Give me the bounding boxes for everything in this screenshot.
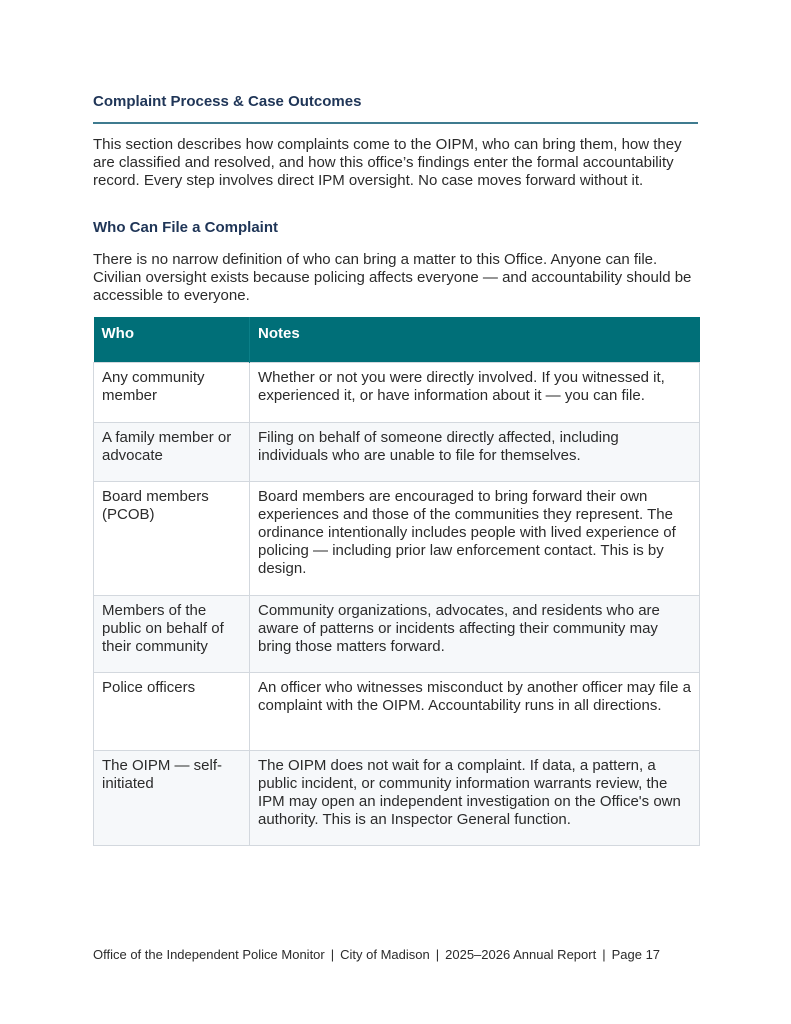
footer-separator: | bbox=[435, 947, 440, 962]
table-cell-notes: An officer who witnesses misconduct by another officer may file a complaint with the OIPM. Accountability runs in all directions. bbox=[250, 673, 700, 751]
column-header-who: Who bbox=[94, 317, 250, 363]
table-cell-who: A family member or advocate bbox=[94, 423, 250, 482]
who-can-file-heading: Who Can File a Complaint bbox=[93, 219, 279, 236]
table-cell-notes: Filing on behalf of someone directly affected, including individuals who are unable to file for themselves. bbox=[250, 423, 700, 482]
table-cell-who: Police officers bbox=[94, 673, 250, 751]
who-can-file-table bbox=[93, 317, 700, 846]
footer-page-number: Page 17 bbox=[611, 947, 661, 962]
table-cell-who: Any community member bbox=[94, 363, 250, 423]
who-can-file-paragraph: There is no narrow definition of who can bring a matter to this Office. Anyone can file. Civilian oversight exists because policing affects everyone — and accountability should be accessible to everyone. bbox=[93, 251, 692, 304]
footer-separator: | bbox=[330, 947, 335, 962]
table-cell-notes: The OIPM does not wait for a complaint. If data, a pattern, a public incident, or community information warrants review, the IPM may open an independent investigation on the Office's own authority. This is an Inspector General function. bbox=[250, 751, 700, 846]
table-cell-who: Board members (PCOB) bbox=[94, 482, 250, 596]
table-row bbox=[94, 363, 700, 423]
footer-office: Office of the Independent Police Monitor bbox=[93, 947, 325, 962]
table-row bbox=[94, 482, 700, 596]
table-row bbox=[94, 423, 700, 482]
table-cell-notes: Board members are encouraged to bring forward their own experiences and those of the communities they represent. The ordinance intentionally includes people with lived experience of policing — including prior law enforcement contact. This is by design. bbox=[250, 482, 700, 596]
footer-report: 2025–2026 Annual Report bbox=[445, 947, 597, 962]
table-cell-who: The OIPM — self-initiated bbox=[94, 751, 250, 846]
footer-city: City of Madison bbox=[340, 947, 430, 962]
table-row bbox=[94, 673, 700, 751]
table-cell-notes: Whether or not you were directly involved. If you witnessed it, experienced it, or have information about it — you can file. bbox=[250, 363, 700, 423]
footer-separator: | bbox=[602, 947, 606, 962]
table-row bbox=[94, 596, 700, 673]
table-cell-notes: Community organizations, advocates, and residents who are aware of patterns or incidents affecting their community may bring those matters forward. bbox=[250, 596, 700, 673]
section-title: Complaint Process & Case Outcomes bbox=[93, 93, 698, 124]
intro-paragraph: This section describes how complaints come to the OIPM, who can bring them, how they are classified and resolved, and how this office’s findings enter the formal accountability record. Every step involves direct IPM oversight. No case moves forward without it. bbox=[93, 136, 682, 189]
table-cell-who: Members of the public on behalf of their community bbox=[94, 596, 250, 673]
column-header-notes: Notes bbox=[250, 317, 700, 363]
table-header-row bbox=[94, 317, 700, 363]
page-footer bbox=[93, 947, 703, 963]
table-row bbox=[94, 751, 700, 846]
